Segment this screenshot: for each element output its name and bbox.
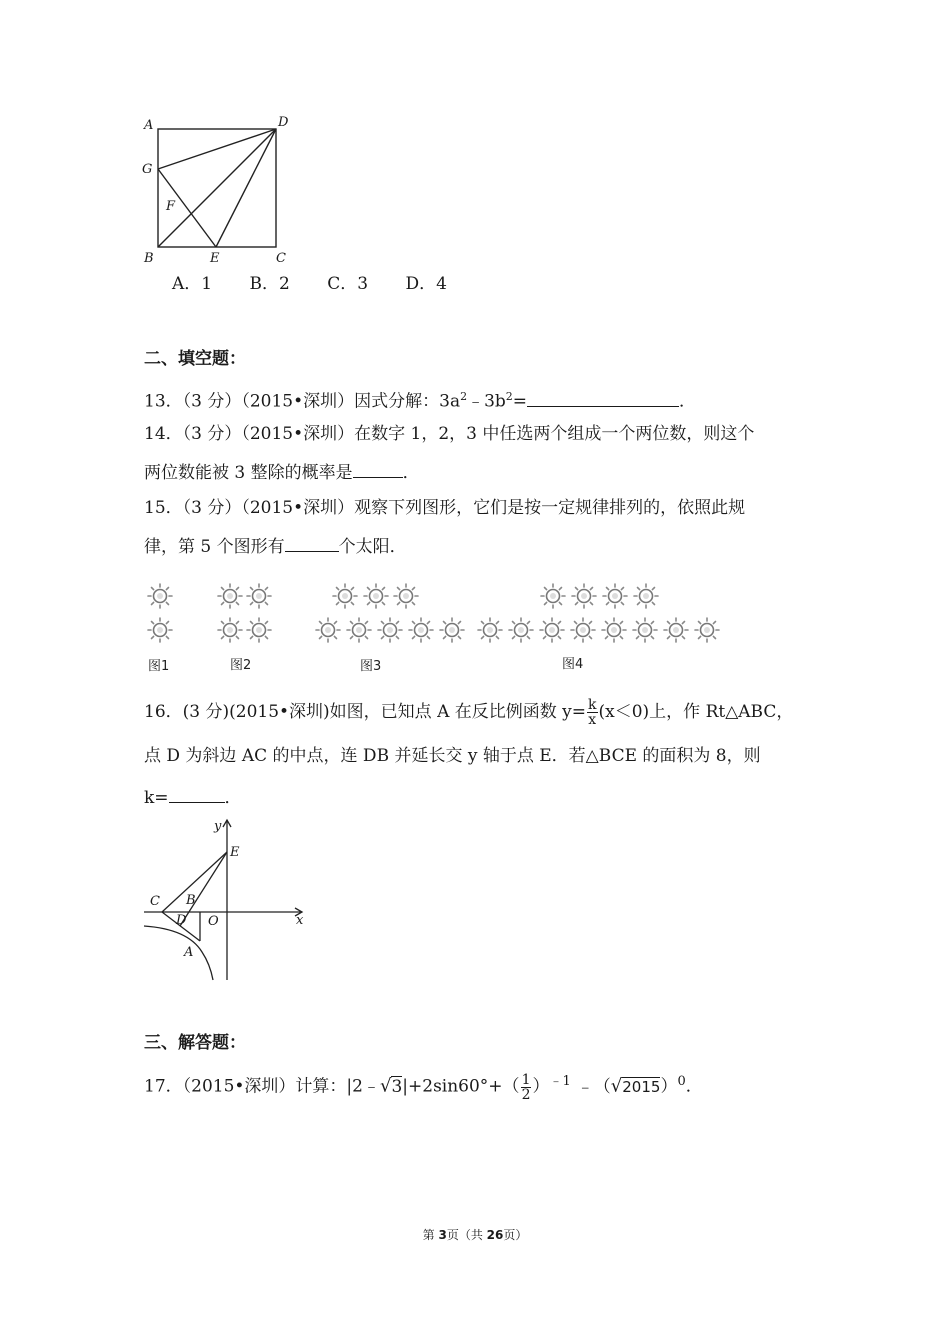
q13-sup2: 2 bbox=[505, 390, 513, 403]
q17-prefix: 17．（2015•深圳）计算：|2﹣ bbox=[144, 1076, 380, 1097]
figure-suns bbox=[140, 578, 740, 678]
label-b: B bbox=[144, 251, 154, 266]
footer-p1: 第 bbox=[422, 1228, 439, 1242]
hyperbola-curve bbox=[144, 926, 213, 980]
section-fill-in-title: 二、填空题： bbox=[144, 349, 246, 369]
q16-text-b: (x＜0)上，作 Rt△ABC， bbox=[598, 702, 794, 722]
caption-fig4: 图4 bbox=[562, 657, 584, 672]
q17-mid: |+2sin60°+（ bbox=[402, 1076, 520, 1097]
sun-icon bbox=[409, 618, 433, 642]
sun-icon bbox=[664, 618, 688, 642]
sun-icon bbox=[695, 618, 719, 642]
q17-close2: ） bbox=[660, 1076, 678, 1097]
sun-icon bbox=[440, 618, 464, 642]
q15-text-a: 律，第 5 个图形有 bbox=[144, 537, 285, 557]
sun-icon bbox=[540, 618, 564, 642]
question-17 bbox=[144, 1070, 703, 1102]
question-15-line1: 15．（3 分）（2015•深圳）观察下列图形，它们是按一定规律排列的，依照此规 bbox=[144, 498, 746, 518]
sun-icon bbox=[218, 584, 242, 608]
sun-icon bbox=[633, 618, 657, 642]
sun-icon bbox=[316, 618, 340, 642]
sun-icon bbox=[218, 618, 242, 642]
question-14-line1: 14．（3 分）（2015•深圳）在数字 1，2，3 中任选两个组成一个两位数，则这个 bbox=[144, 424, 755, 444]
caption-fig3: 图3 bbox=[360, 659, 382, 674]
question-16-line3 bbox=[144, 784, 242, 810]
question-15-line2 bbox=[144, 533, 407, 559]
figure-square bbox=[138, 112, 298, 267]
sun-icon bbox=[364, 584, 388, 608]
fraction-k-over-x bbox=[587, 698, 597, 727]
footer-page-number: 3 bbox=[438, 1228, 447, 1242]
option-a[interactable]: A．1 bbox=[172, 274, 213, 294]
q13-suffix: = bbox=[512, 391, 528, 412]
q17-end: ． bbox=[685, 1076, 703, 1097]
sun-icon bbox=[394, 584, 418, 608]
frac-denominator: x bbox=[588, 712, 597, 728]
half-numerator: 1 bbox=[521, 1071, 531, 1088]
label-f: F bbox=[166, 199, 176, 214]
caption-fig1: 图1 bbox=[148, 659, 170, 674]
sun-icon bbox=[509, 618, 533, 642]
sun-icon bbox=[571, 618, 595, 642]
label-c: C bbox=[276, 251, 286, 266]
half-denominator: 2 bbox=[521, 1086, 531, 1103]
q15-text-b: 个太阳． bbox=[338, 537, 407, 557]
sun-icon bbox=[247, 584, 271, 608]
section-solve-title: 三、解答题： bbox=[144, 1033, 246, 1053]
q16-answer-blank[interactable] bbox=[169, 784, 225, 803]
q17-exp-0: 0 bbox=[677, 1074, 686, 1089]
question-16-line2: 点 D 为斜边 AC 的中点，连 DB 并延长交 y 轴于点 E．若△BCE 的面积为 8，则 bbox=[144, 746, 761, 766]
label-d16: D bbox=[176, 913, 187, 928]
sun-icon bbox=[478, 618, 502, 642]
sun-icon bbox=[333, 584, 357, 608]
option-d[interactable]: D．4 bbox=[405, 274, 447, 294]
q13-end: ． bbox=[679, 391, 697, 412]
sun-icon bbox=[541, 584, 565, 608]
sun-icon bbox=[347, 618, 371, 642]
frac-numerator: k bbox=[588, 697, 597, 713]
q17-minus: ﹣（ bbox=[576, 1076, 611, 1097]
option-b[interactable]: B．2 bbox=[249, 274, 290, 294]
label-g: G bbox=[142, 162, 153, 177]
figure-coordinate bbox=[140, 812, 315, 984]
footer-p2: 页（共 bbox=[446, 1228, 487, 1242]
sun-icon bbox=[602, 618, 626, 642]
question-16-line1 bbox=[144, 698, 793, 727]
q13-sup1: 2 bbox=[460, 390, 468, 403]
q13-prefix: 13．（3 分）（2015•深圳）因式分解：3a bbox=[144, 391, 461, 412]
footer-total-pages: 26 bbox=[486, 1228, 504, 1242]
page-footer bbox=[0, 1226, 950, 1243]
label-e16: E bbox=[230, 845, 240, 860]
q15-answer-blank[interactable] bbox=[285, 533, 339, 552]
sun-icon bbox=[247, 618, 271, 642]
label-e: E bbox=[210, 251, 220, 266]
label-o16: O bbox=[208, 914, 219, 929]
sun-icon bbox=[378, 618, 402, 642]
sun-icon bbox=[634, 584, 658, 608]
sqrt-3: 3 bbox=[391, 1076, 403, 1097]
q13-mid: ﹣3b bbox=[467, 391, 506, 412]
question-13 bbox=[144, 385, 696, 414]
sun-icon bbox=[148, 584, 172, 608]
sqrt-symbol: √ bbox=[379, 1075, 392, 1097]
sun-icon bbox=[572, 584, 596, 608]
sun-icon bbox=[148, 618, 172, 642]
option-c[interactable]: C．3 bbox=[327, 274, 369, 294]
label-b16: B bbox=[186, 893, 196, 908]
q17-close: ） bbox=[532, 1076, 550, 1097]
q14-answer-blank[interactable] bbox=[353, 459, 403, 478]
segment-bd bbox=[158, 129, 276, 247]
q17-exp-neg1: ﹣1 bbox=[549, 1074, 571, 1089]
fraction-one-half bbox=[521, 1073, 532, 1102]
q16-text-k: k= bbox=[144, 788, 169, 808]
sun-icon bbox=[603, 584, 627, 608]
q13-answer-blank[interactable] bbox=[527, 388, 679, 407]
question-14-line2 bbox=[144, 459, 420, 485]
q14-end: ． bbox=[402, 463, 420, 483]
q14-text: 两位数能被 3 整除的概率是 bbox=[144, 463, 353, 483]
caption-fig2: 图2 bbox=[230, 658, 252, 673]
label-c16: C bbox=[150, 894, 160, 909]
sqrt-2015: 2015 bbox=[622, 1077, 661, 1096]
label-x: x bbox=[296, 913, 304, 928]
q16-end: ． bbox=[224, 788, 242, 808]
q12-options bbox=[172, 272, 479, 296]
label-y: y bbox=[214, 819, 222, 834]
label-a: A bbox=[144, 118, 154, 133]
sqrt2015-symbol: √ bbox=[610, 1075, 623, 1097]
footer-p3: 页） bbox=[503, 1228, 528, 1242]
label-a16: A bbox=[184, 945, 194, 960]
label-d: D bbox=[278, 115, 289, 130]
q16-text-a: 16．(3 分)(2015•深圳)如图，已知点 A 在反比例函数 y= bbox=[144, 702, 587, 722]
